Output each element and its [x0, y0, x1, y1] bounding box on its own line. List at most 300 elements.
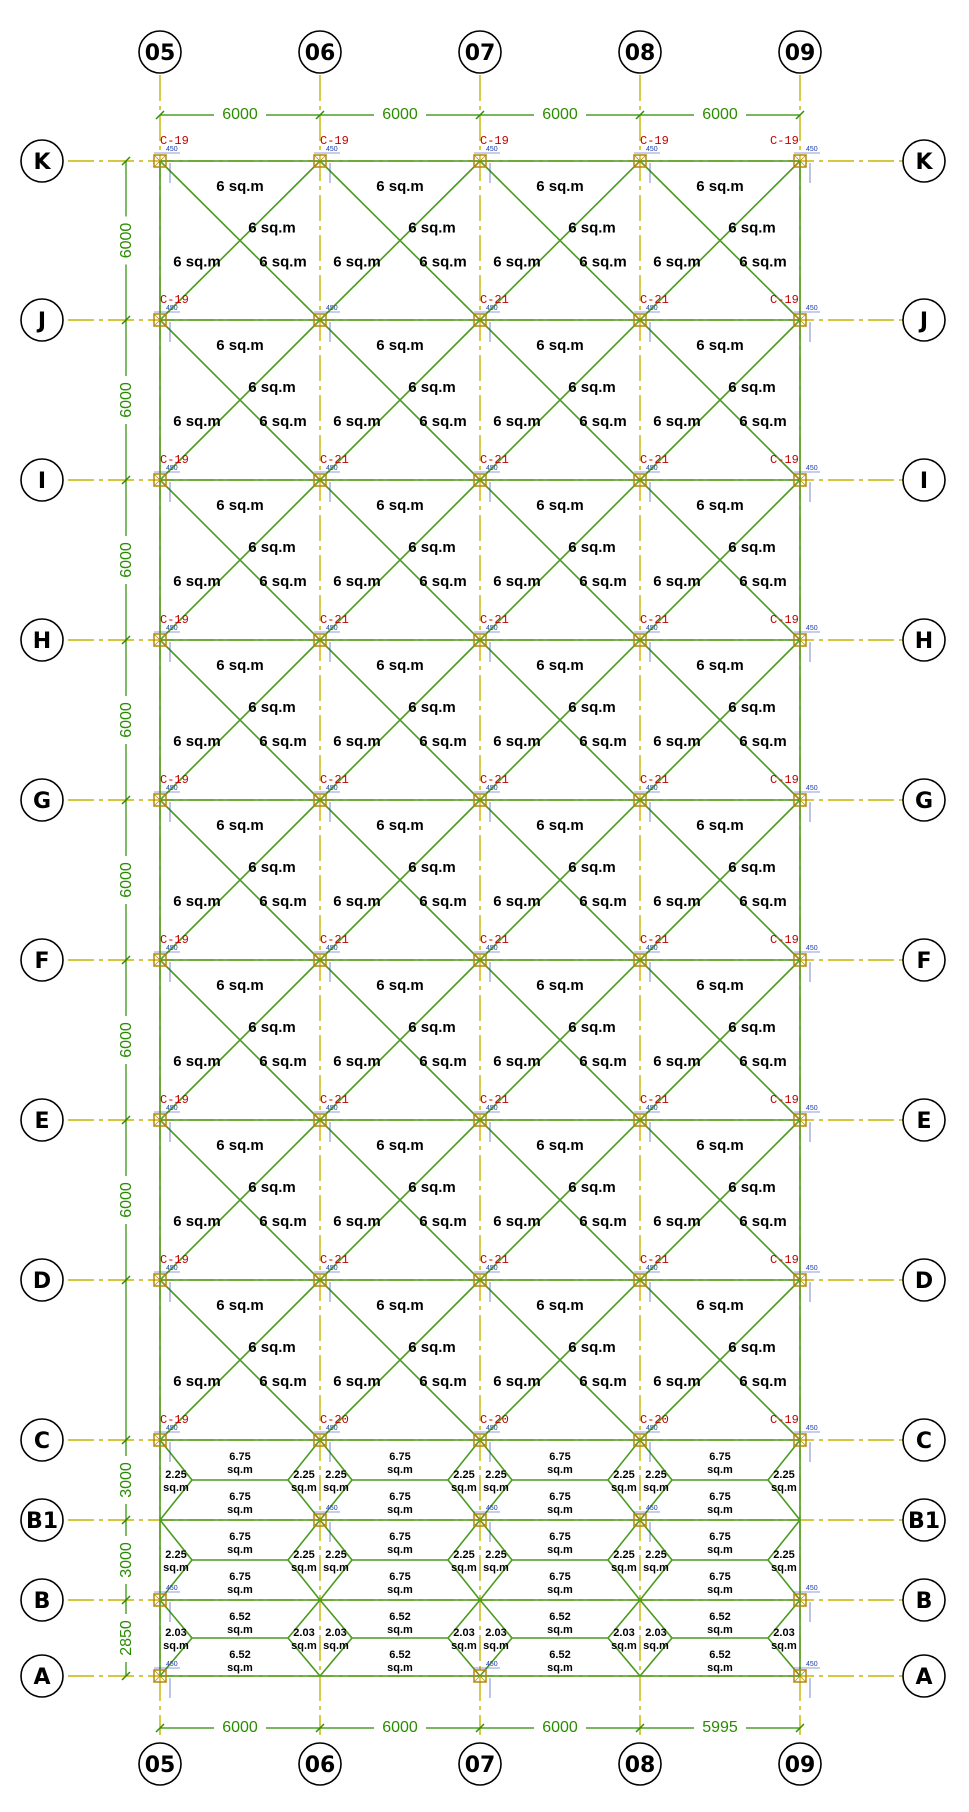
- dimension-label: 6000: [118, 862, 135, 898]
- grid-bubble-label: B1: [25, 1509, 59, 1534]
- column-type-label: C-20: [640, 1413, 669, 1427]
- area-value: 6.52: [549, 1611, 571, 1623]
- column-type-label: C-21: [480, 933, 509, 947]
- grid-bubble-label: 08: [624, 41, 656, 66]
- area-label: 6 sq.m: [173, 1213, 221, 1230]
- column-size-label: 450: [166, 1425, 178, 1432]
- dimension-label: 3000: [118, 1542, 135, 1578]
- area-unit: sq.m: [227, 1464, 253, 1476]
- column-size-label: 450: [486, 1505, 498, 1512]
- column-type-label: C-19: [770, 1093, 799, 1107]
- area-unit: sq.m: [387, 1544, 413, 1556]
- area-value: 2.03: [773, 1627, 795, 1639]
- area-label: 6 sq.m: [568, 379, 616, 396]
- area-label: 6 sq.m: [408, 219, 456, 237]
- column-type-label: C-21: [640, 1253, 669, 1267]
- column-size-label: 450: [486, 1661, 498, 1668]
- area-label: 6 sq.m: [248, 539, 296, 556]
- column-size-label: 450: [806, 465, 818, 472]
- dimension-label: 6000: [222, 1719, 258, 1736]
- grid-bubble-label: G: [914, 789, 934, 814]
- area-value: 2.25: [293, 1469, 315, 1481]
- area-unit: sq.m: [707, 1504, 733, 1516]
- dimension-label: 6000: [222, 106, 258, 123]
- area-label: 6 sq.m: [216, 337, 264, 354]
- area-unit: sq.m: [643, 1562, 669, 1574]
- area-label: 6 sq.m: [173, 573, 221, 590]
- area-label: 6 sq.m: [739, 893, 787, 910]
- dimension-label: 6000: [118, 702, 135, 738]
- area-unit: sq.m: [451, 1562, 477, 1574]
- column-size-label: 450: [806, 625, 818, 632]
- area-unit: sq.m: [771, 1482, 797, 1494]
- column-type-label: C-19: [770, 1253, 799, 1267]
- area-label: 6 sq.m: [259, 573, 307, 590]
- area-label: 6 sq.m: [728, 859, 776, 876]
- column-size-label: 450: [646, 465, 658, 472]
- column-type-label: C-19: [160, 1093, 189, 1107]
- area-label: 6 sq.m: [259, 893, 307, 910]
- area-unit: sq.m: [387, 1584, 413, 1596]
- column-size-label: 450: [806, 1265, 818, 1272]
- column-size-label: 450: [486, 1425, 498, 1432]
- area-label: 6 sq.m: [728, 539, 776, 556]
- area-label: 6 sq.m: [259, 1053, 307, 1070]
- column-type-label: C-19: [770, 613, 799, 627]
- area-label: 6 sq.m: [216, 497, 264, 514]
- column-size-label: 450: [166, 945, 178, 952]
- area-unit: sq.m: [387, 1504, 413, 1516]
- area-unit: sq.m: [547, 1464, 573, 1476]
- area-unit: sq.m: [387, 1624, 413, 1636]
- area-label: 6 sq.m: [173, 1053, 221, 1070]
- area-value: 2.25: [773, 1549, 795, 1561]
- grid-bubble-label: D: [914, 1269, 934, 1294]
- area-label: 6 sq.m: [333, 413, 381, 430]
- grid-bubble-label: 07: [464, 1753, 496, 1778]
- area-unit: sq.m: [643, 1482, 669, 1494]
- grid-bubble-label: I: [37, 469, 47, 494]
- column-size-label: 450: [326, 785, 338, 792]
- area-label: 6 sq.m: [696, 657, 744, 674]
- area-label: 6 sq.m: [493, 1053, 541, 1070]
- column-size-label: 450: [326, 305, 338, 312]
- grid-bubble-label: K: [915, 150, 933, 175]
- area-value: 6.75: [389, 1531, 411, 1543]
- area-unit: sq.m: [611, 1482, 637, 1494]
- area-label: 6 sq.m: [333, 253, 381, 271]
- area-unit: sq.m: [323, 1640, 349, 1652]
- area-label: 6 sq.m: [419, 253, 467, 271]
- area-label: 6 sq.m: [259, 733, 307, 750]
- area-label: 6 sq.m: [653, 413, 701, 430]
- area-value: 2.03: [613, 1627, 635, 1639]
- column-type-label: C-19: [770, 773, 799, 787]
- area-label: 6 sq.m: [173, 413, 221, 430]
- column-size-label: 450: [806, 146, 818, 153]
- grid-bubble-label: 05: [144, 1753, 176, 1778]
- area-label: 6 sq.m: [259, 253, 307, 271]
- area-unit: sq.m: [227, 1504, 253, 1516]
- area-label: 6 sq.m: [568, 219, 616, 237]
- grid-bubble-label: B: [33, 1589, 51, 1614]
- grid-bubble-label: F: [34, 949, 50, 974]
- grid-bubble-label: C: [33, 1429, 51, 1454]
- column-size-label: 450: [326, 146, 338, 153]
- column-type-label: C-21: [320, 1093, 349, 1107]
- grid-bubble-label: J: [37, 309, 47, 334]
- column-type-label: C-21: [320, 933, 349, 947]
- area-label: 6 sq.m: [568, 1339, 616, 1356]
- area-value: 6.75: [389, 1491, 411, 1503]
- area-unit: sq.m: [547, 1624, 573, 1636]
- area-label: 6 sq.m: [653, 253, 701, 271]
- area-unit: sq.m: [707, 1584, 733, 1596]
- column-type-label: C-21: [480, 293, 509, 307]
- area-label: 6 sq.m: [376, 657, 424, 674]
- area-label: 6 sq.m: [248, 219, 296, 237]
- column-type-label: C-19: [640, 134, 669, 148]
- grid-bubble-label: 09: [784, 41, 816, 66]
- area-label: 6 sq.m: [653, 733, 701, 750]
- area-label: 6 sq.m: [216, 1137, 264, 1154]
- area-label: 6 sq.m: [728, 1019, 776, 1036]
- area-value: 2.25: [453, 1469, 475, 1481]
- column-size-label: 450: [646, 146, 658, 153]
- area-value: 6.75: [229, 1531, 251, 1543]
- area-unit: sq.m: [547, 1584, 573, 1596]
- grid-bubble-label: G: [32, 789, 52, 814]
- area-label: 6 sq.m: [493, 1373, 541, 1390]
- area-label: 6 sq.m: [568, 859, 616, 876]
- area-label: 6 sq.m: [333, 733, 381, 750]
- dimension-label: 6000: [118, 1022, 135, 1058]
- column-size-label: 450: [646, 785, 658, 792]
- column-size-label: 450: [806, 1105, 818, 1112]
- area-value: 6.75: [229, 1491, 251, 1503]
- area-label: 6 sq.m: [216, 817, 264, 834]
- area-label: 6 sq.m: [376, 1297, 424, 1314]
- area-unit: sq.m: [163, 1482, 189, 1494]
- column-type-label: C-21: [480, 613, 509, 627]
- area-label: 6 sq.m: [568, 539, 616, 556]
- area-label: 6 sq.m: [579, 413, 627, 430]
- area-label: 6 sq.m: [419, 893, 467, 910]
- area-unit: sq.m: [387, 1662, 413, 1674]
- column-type-label: C-21: [320, 453, 349, 467]
- area-label: 6 sq.m: [579, 1053, 627, 1070]
- area-unit: sq.m: [707, 1464, 733, 1476]
- grid-bubble-label: A: [915, 1665, 933, 1690]
- dimension-label: 6000: [118, 1182, 135, 1218]
- area-label: 6 sq.m: [696, 178, 744, 195]
- area-label: 6 sq.m: [568, 699, 616, 716]
- column-type-label: C-21: [640, 773, 669, 787]
- area-label: 6 sq.m: [216, 178, 264, 195]
- column-type-label: C-21: [320, 613, 349, 627]
- area-label: 6 sq.m: [248, 1019, 296, 1036]
- area-label: 6 sq.m: [259, 1213, 307, 1230]
- area-label: 6 sq.m: [419, 733, 467, 750]
- area-label: 6 sq.m: [216, 1297, 264, 1314]
- column-type-label: C-21: [640, 293, 669, 307]
- area-value: 6.75: [549, 1531, 571, 1543]
- area-unit: sq.m: [163, 1640, 189, 1652]
- column-type-label: C-19: [480, 134, 509, 148]
- area-label: 6 sq.m: [493, 733, 541, 750]
- area-unit: sq.m: [227, 1544, 253, 1556]
- column-size-label: 450: [166, 785, 178, 792]
- area-value: 6.52: [709, 1649, 731, 1661]
- column-size-label: 450: [806, 1425, 818, 1432]
- area-unit: sq.m: [323, 1482, 349, 1494]
- column-type-label: C-21: [640, 453, 669, 467]
- area-label: 6 sq.m: [728, 1339, 776, 1356]
- grid-bubble-label: E: [916, 1109, 932, 1134]
- dimension-label: 3000: [118, 1462, 135, 1498]
- column-type-label: C-21: [640, 1093, 669, 1107]
- column-type-label: C-19: [160, 453, 189, 467]
- area-label: 6 sq.m: [696, 337, 744, 354]
- area-label: 6 sq.m: [419, 1213, 467, 1230]
- area-unit: sq.m: [451, 1482, 477, 1494]
- area-label: 6 sq.m: [408, 1019, 456, 1036]
- column-size-label: 450: [486, 146, 498, 153]
- area-value: 6.52: [549, 1649, 571, 1661]
- area-label: 6 sq.m: [493, 253, 541, 271]
- area-label: 6 sq.m: [728, 219, 776, 237]
- area-label: 6 sq.m: [376, 977, 424, 994]
- column-type-label: C-19: [160, 1253, 189, 1267]
- area-unit: sq.m: [547, 1544, 573, 1556]
- area-label: 6 sq.m: [579, 1373, 627, 1390]
- area-label: 6 sq.m: [333, 1213, 381, 1230]
- area-label: 6 sq.m: [248, 859, 296, 876]
- column-size-label: 450: [166, 305, 178, 312]
- column-size-label: 450: [166, 1585, 178, 1592]
- area-value: 2.25: [485, 1469, 507, 1481]
- area-unit: sq.m: [547, 1504, 573, 1516]
- area-label: 6 sq.m: [376, 817, 424, 834]
- column-size-label: 450: [646, 1265, 658, 1272]
- column-size-label: 450: [806, 1661, 818, 1668]
- column-size-label: 450: [326, 1505, 338, 1512]
- column-size-label: 450: [166, 1265, 178, 1272]
- area-label: 6 sq.m: [493, 893, 541, 910]
- column-type-label: C-19: [160, 773, 189, 787]
- area-label: 6 sq.m: [173, 1373, 221, 1390]
- area-label: 6 sq.m: [376, 1137, 424, 1154]
- grid-bubble-label: 08: [624, 1753, 656, 1778]
- column-type-label: C-21: [480, 773, 509, 787]
- column-size-label: 450: [326, 1105, 338, 1112]
- area-unit: sq.m: [483, 1640, 509, 1652]
- area-label: 6 sq.m: [568, 1179, 616, 1196]
- area-unit: sq.m: [771, 1562, 797, 1574]
- area-unit: sq.m: [227, 1584, 253, 1596]
- area-label: 6 sq.m: [536, 178, 584, 195]
- area-label: 6 sq.m: [739, 733, 787, 750]
- area-value: 2.03: [485, 1627, 507, 1639]
- column-type-label: C-21: [320, 773, 349, 787]
- column-size-label: 450: [326, 1265, 338, 1272]
- area-unit: sq.m: [291, 1482, 317, 1494]
- column-type-label: C-19: [320, 134, 349, 148]
- column-type-label: C-19: [770, 453, 799, 467]
- dimension-label: 6000: [118, 222, 135, 259]
- grid-bubble-label: D: [32, 1269, 52, 1294]
- column-size-label: 450: [166, 465, 178, 472]
- area-label: 6 sq.m: [739, 413, 787, 430]
- area-value: 6.75: [549, 1491, 571, 1503]
- column-size-label: 450: [486, 625, 498, 632]
- area-value: 2.25: [613, 1549, 635, 1561]
- column-size-label: 450: [646, 305, 658, 312]
- column-size-label: 450: [166, 146, 178, 153]
- area-label: 6 sq.m: [333, 1053, 381, 1070]
- area-unit: sq.m: [323, 1562, 349, 1574]
- area-label: 6 sq.m: [579, 573, 627, 590]
- area-unit: sq.m: [483, 1562, 509, 1574]
- column-size-label: 450: [166, 625, 178, 632]
- area-value: 2.25: [325, 1549, 347, 1561]
- area-label: 6 sq.m: [408, 1179, 456, 1196]
- grid-bubble-label: K: [33, 150, 51, 175]
- column-type-label: C-19: [770, 933, 799, 947]
- area-label: 6 sq.m: [173, 253, 221, 271]
- column-type-label: C-21: [480, 453, 509, 467]
- area-value: 2.25: [165, 1469, 187, 1481]
- grid-bubble-label: 06: [304, 41, 336, 66]
- dimension-label: 6000: [542, 106, 578, 123]
- column-size-label: 450: [326, 465, 338, 472]
- area-label: 6 sq.m: [333, 1373, 381, 1390]
- area-label: 6 sq.m: [536, 337, 584, 354]
- area-label: 6 sq.m: [408, 1339, 456, 1356]
- column-type-label: C-21: [480, 1253, 509, 1267]
- column-size-label: 450: [326, 945, 338, 952]
- grid-bubble-label: 05: [144, 41, 176, 66]
- grid-bubble-label: I: [919, 469, 929, 494]
- area-value: 2.03: [165, 1627, 187, 1639]
- column-size-label: 450: [166, 1661, 178, 1668]
- area-unit: sq.m: [771, 1640, 797, 1652]
- column-type-label: C-19: [160, 1413, 189, 1427]
- column-size-label: 450: [806, 945, 818, 952]
- area-label: 6 sq.m: [376, 178, 424, 195]
- area-label: 6 sq.m: [739, 1373, 787, 1390]
- area-unit: sq.m: [707, 1662, 733, 1674]
- area-value: 6.75: [549, 1451, 571, 1463]
- area-label: 6 sq.m: [696, 977, 744, 994]
- dimension-label: 2850: [118, 1620, 135, 1656]
- area-value: 6.52: [229, 1649, 251, 1661]
- grid-bubble-label: 06: [304, 1753, 336, 1778]
- column-type-label: C-21: [480, 1093, 509, 1107]
- area-label: 6 sq.m: [728, 379, 776, 396]
- dimension-label: 6000: [382, 106, 418, 123]
- area-label: 6 sq.m: [259, 413, 307, 430]
- area-label: 6 sq.m: [536, 977, 584, 994]
- dimension-label: 6000: [382, 1719, 418, 1736]
- column-size-label: 450: [326, 1425, 338, 1432]
- area-label: 6 sq.m: [419, 413, 467, 430]
- area-unit: sq.m: [227, 1624, 253, 1636]
- area-label: 6 sq.m: [536, 817, 584, 834]
- grid-bubble-label: B: [915, 1589, 933, 1614]
- area-unit: sq.m: [451, 1640, 477, 1652]
- area-unit: sq.m: [227, 1662, 253, 1674]
- area-label: 6 sq.m: [536, 497, 584, 514]
- area-value: 2.25: [453, 1549, 475, 1561]
- area-label: 6 sq.m: [536, 1137, 584, 1154]
- area-unit: sq.m: [611, 1562, 637, 1574]
- area-label: 6 sq.m: [408, 379, 456, 396]
- area-label: 6 sq.m: [248, 379, 296, 396]
- area-label: 6 sq.m: [493, 573, 541, 590]
- column-type-label: C-20: [320, 1413, 349, 1427]
- area-unit: sq.m: [483, 1482, 509, 1494]
- area-value: 2.25: [645, 1549, 667, 1561]
- grid-bubble-label: J: [919, 309, 929, 334]
- area-label: 6 sq.m: [259, 1373, 307, 1390]
- area-value: 2.03: [453, 1627, 475, 1639]
- column-type-label: C-19: [770, 1413, 799, 1427]
- area-value: 6.52: [389, 1649, 411, 1661]
- area-label: 6 sq.m: [739, 1053, 787, 1070]
- grid-bubble-label: 07: [464, 41, 496, 66]
- grid-bubble-label: H: [32, 629, 52, 654]
- area-label: 6 sq.m: [173, 733, 221, 750]
- area-label: 6 sq.m: [216, 657, 264, 674]
- dimension-label: 6000: [702, 106, 738, 123]
- column-size-label: 450: [486, 305, 498, 312]
- grid-bubble-label: 09: [784, 1753, 816, 1778]
- area-value: 6.75: [549, 1571, 571, 1583]
- area-value: 6.75: [229, 1571, 251, 1583]
- column-size-label: 450: [166, 1105, 178, 1112]
- area-label: 6 sq.m: [493, 413, 541, 430]
- area-label: 6 sq.m: [739, 1213, 787, 1230]
- area-label: 6 sq.m: [376, 337, 424, 354]
- area-label: 6 sq.m: [493, 1213, 541, 1230]
- column-type-label: C-19: [770, 293, 799, 307]
- column-size-label: 450: [486, 945, 498, 952]
- area-value: 6.75: [709, 1571, 731, 1583]
- area-label: 6 sq.m: [568, 1019, 616, 1036]
- area-value: 2.25: [773, 1469, 795, 1481]
- area-label: 6 sq.m: [696, 817, 744, 834]
- grid-bubble-label: E: [34, 1109, 50, 1134]
- area-label: 6 sq.m: [696, 1297, 744, 1314]
- column-type-label: C-19: [770, 134, 799, 148]
- area-label: 6 sq.m: [696, 497, 744, 514]
- area-value: 6.52: [709, 1611, 731, 1623]
- area-value: 2.25: [485, 1549, 507, 1561]
- area-label: 6 sq.m: [408, 699, 456, 716]
- column-type-label: C-19: [160, 933, 189, 947]
- grid-bubble-label: H: [914, 629, 934, 654]
- area-label: 6 sq.m: [408, 539, 456, 556]
- area-value: 6.52: [229, 1611, 251, 1623]
- area-value: 6.75: [709, 1491, 731, 1503]
- area-label: 6 sq.m: [216, 977, 264, 994]
- column-size-label: 450: [646, 625, 658, 632]
- column-size-label: 450: [646, 945, 658, 952]
- area-label: 6 sq.m: [248, 1179, 296, 1196]
- area-label: 6 sq.m: [248, 699, 296, 716]
- area-unit: sq.m: [707, 1624, 733, 1636]
